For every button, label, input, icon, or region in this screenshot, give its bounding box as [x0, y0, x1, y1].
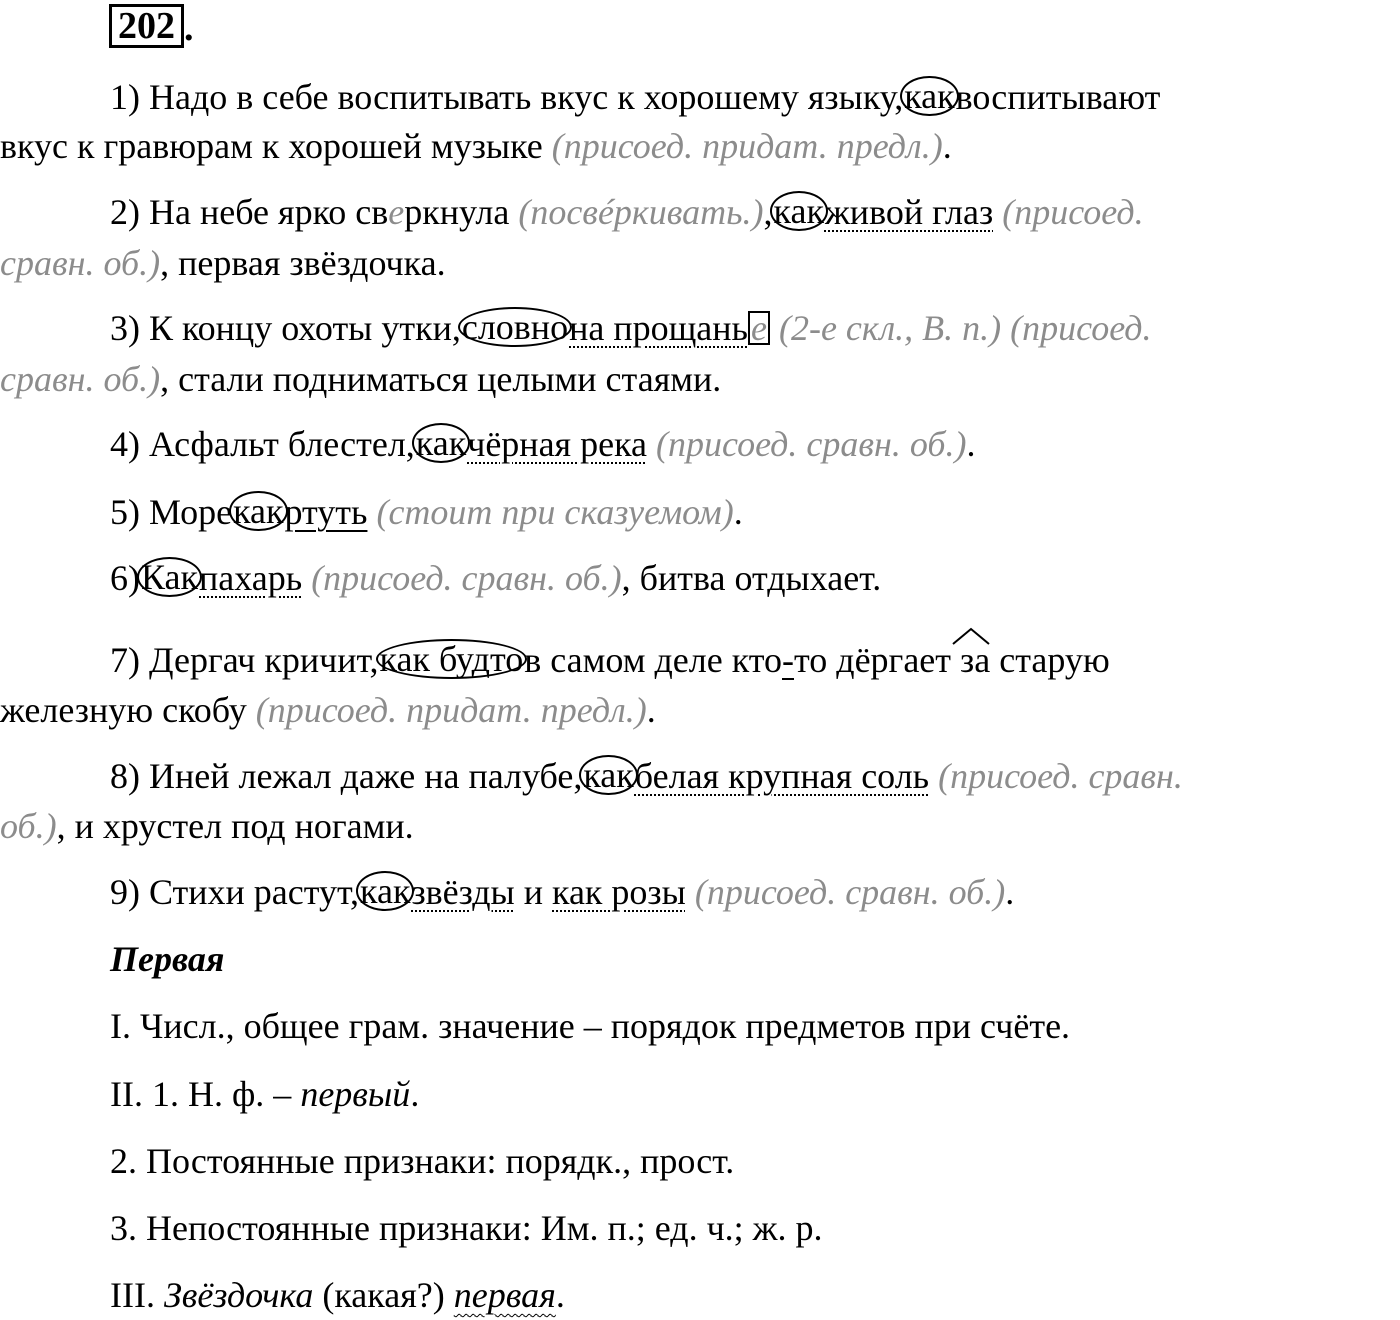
item-7-line-2: [0, 688, 656, 732]
item-2-line-1: [110, 190, 1144, 234]
text: .: [966, 424, 976, 464]
text: , и хрустел под ногами.: [56, 806, 414, 846]
item-8-line-1: [110, 754, 1183, 798]
text: .: [733, 492, 743, 532]
text: III.: [110, 1275, 164, 1315]
text: и: [514, 872, 552, 912]
item-8-line-2: [0, 804, 414, 848]
exercise-number-box: 202: [109, 4, 184, 48]
analysis-point-4: 3. Непостоянные признаки: Им. п.; ед. ч.; ж. р.: [110, 1208, 823, 1248]
text: , стали подниматься целыми стаями.: [160, 359, 722, 399]
suffix: то: [794, 640, 828, 680]
circled-conjunction: Как: [137, 557, 202, 597]
item-4-line-1: [110, 422, 975, 466]
initial-form: первый: [300, 1074, 411, 1114]
hyphen-mark: -: [782, 640, 794, 680]
text: 4) Асфальт блестел,: [110, 424, 415, 464]
item-6-line-1: [110, 556, 881, 600]
text: , битва отдыхает.: [621, 558, 882, 598]
grammar-note: (посвéркивать.): [518, 192, 764, 232]
text: II. 1. Н. ф. –: [110, 1074, 301, 1114]
circled-conjunction: как будто: [376, 639, 528, 679]
inserted-letter: е: [388, 192, 405, 232]
grammar-note: (присоед. сравн. об.): [302, 558, 622, 598]
item-1-line-1: [110, 75, 1160, 119]
text: .: [410, 1074, 420, 1114]
item-1-line-2: [0, 124, 952, 168]
subject-word: Звёздочка: [163, 1275, 314, 1315]
text: .: [942, 126, 952, 166]
text: 6): [110, 558, 140, 598]
text: дёргает за старую: [827, 640, 1110, 680]
text: вкус к гравюрам к хорошей музыке: [0, 126, 552, 166]
underlined-comparison: белая крупная соль: [634, 756, 930, 796]
underlined-comparison: пахарь: [199, 558, 303, 598]
analysis-point-2: [110, 1072, 419, 1116]
analysis-point-3: 2. Постоянные признаки: порядк., прост.: [110, 1141, 735, 1181]
circled-conjunction: как: [356, 871, 414, 911]
text: .: [1005, 872, 1015, 912]
item-5-line-1: [110, 490, 743, 534]
underlined-comparison: чёрная река: [467, 424, 648, 464]
text: , первая звёздочка.: [160, 243, 446, 283]
circled-conjunction: как: [900, 76, 958, 116]
grammar-note: (2-е скл., В. п.) (присоед.: [769, 308, 1152, 348]
attribute-word: первая: [453, 1275, 556, 1315]
item-3-line-2: [0, 357, 721, 401]
text: 2) На небе ярко св: [110, 192, 389, 232]
text: 1) Надо в себе воспитывать вкус к хорошему языку,: [110, 77, 904, 117]
underlined-comparison: как розы: [552, 872, 686, 912]
analysis-point-1: I. Числ., общее грам. значение – порядок предметов при счёте.: [110, 1006, 1071, 1046]
circled-conjunction: как: [229, 491, 287, 531]
text: 8) Иней лежал даже на палубе,: [110, 756, 583, 796]
boxed-ending: е: [748, 311, 770, 345]
text: в самом деле кто: [524, 640, 782, 680]
text: ,: [763, 192, 773, 232]
text: 9) Стихи растут,: [110, 872, 360, 912]
text: 3) К концу охоты утки,: [110, 308, 461, 348]
underlined-comparison: на прощань: [569, 308, 748, 348]
grammar-note: об.): [0, 806, 57, 846]
circled-conjunction: как: [770, 191, 828, 231]
grammar-note: (присоед. придат. предл.): [551, 126, 943, 166]
circled-conjunction: словно: [458, 307, 572, 347]
grammar-note: сравн. об.): [0, 243, 161, 283]
item-2-line-2: [0, 241, 446, 285]
grammar-note: (присоед. придат. предл.): [255, 690, 647, 730]
text: .: [646, 690, 656, 730]
text: воспитывают: [955, 77, 1161, 117]
text: 5) Море: [110, 492, 233, 532]
exercise-number-dot: .: [184, 7, 194, 49]
text: .: [555, 1275, 565, 1315]
underlined-comparison: живой глаз: [824, 192, 994, 232]
circled-conjunction: как: [412, 423, 470, 463]
grammar-note: (присоед.: [993, 192, 1144, 232]
grammar-note: (присоед. сравн.: [929, 756, 1183, 796]
text: ркнула: [404, 192, 519, 232]
grammar-note: (стоит при сказуемом): [367, 492, 734, 532]
text: (какая?): [313, 1275, 454, 1315]
grammar-note: (присоед. сравн. об.): [647, 424, 967, 464]
text: 7) Дергач кричит,: [110, 640, 379, 680]
circled-conjunction: как: [579, 755, 637, 795]
item-3-line-1: [110, 306, 1152, 350]
grammar-note: сравн. об.): [0, 359, 161, 399]
grammar-note: (присоед. сравн. об.): [685, 872, 1006, 912]
underlined-predicate: ртуть: [284, 492, 368, 532]
underlined-comparison: звёзды: [411, 872, 515, 912]
text: железную скобу: [0, 690, 256, 730]
item-9-line-1: [110, 870, 1014, 914]
exercise-number: [109, 6, 194, 48]
item-7-line-1: [110, 638, 1110, 682]
analysis-point-5: [110, 1273, 565, 1317]
analysis-heading: Первая: [110, 939, 225, 979]
